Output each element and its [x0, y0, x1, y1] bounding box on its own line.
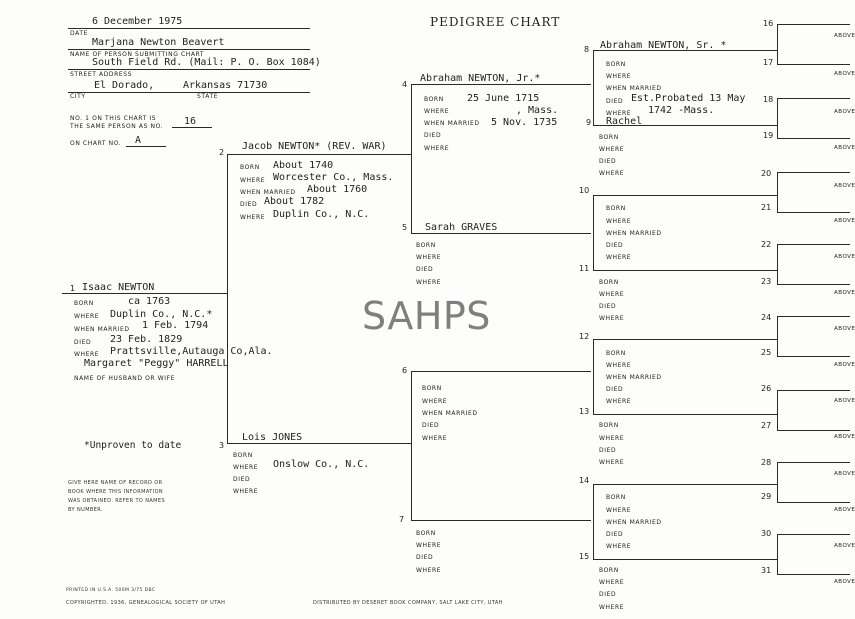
person-28-number: 28 [761, 458, 772, 467]
p10-married-label: WHEN MARRIED [606, 230, 662, 237]
p6-married-label: WHEN MARRIED [422, 410, 478, 417]
p12-married-label: WHEN MARRIED [606, 374, 662, 381]
p13-where-label: WHERE [599, 435, 625, 442]
person-5-name: Sarah GRAVES [425, 222, 498, 233]
source-note-line-4: BY NUMBER. [68, 507, 103, 513]
person-5-number: 5 [402, 223, 408, 232]
above-label-31: ABOVE [834, 579, 855, 585]
above-label-29: ABOVE [834, 507, 855, 513]
person-29-number: 29 [761, 492, 772, 501]
p5-where-label: WHERE [416, 254, 442, 261]
p10-born-label: BORN [606, 205, 626, 212]
p2-died-where: Duplin Co., N.C. [273, 209, 370, 220]
submit-date: 6 December 1975 [92, 16, 183, 27]
person-15-number: 15 [579, 552, 590, 561]
above-label-21: ABOVE [834, 218, 855, 224]
chart-title: PEDIGREE CHART [430, 15, 561, 29]
unproven-note: *Unproven to date [84, 440, 182, 451]
person-14-number: 14 [579, 476, 590, 485]
person-19-number: 19 [763, 131, 774, 140]
p9-born-label: BORN [599, 134, 619, 141]
p14-where-label: WHERE [606, 507, 632, 514]
p1-died: 23 Feb. 1829 [110, 334, 183, 345]
p2-married: About 1760 [307, 184, 368, 195]
person-2-number: 2 [219, 148, 225, 157]
person-17-number: 17 [763, 58, 774, 67]
p3-where-label: WHERE [233, 464, 259, 471]
p14-died-label: DIED [606, 531, 624, 538]
person-31-number: 31 [761, 566, 772, 575]
person-30-number: 30 [761, 529, 772, 538]
p8-married-label: WHEN MARRIED [606, 85, 662, 92]
above-label-28: ABOVE [834, 471, 855, 477]
p8-died-label: DIED [606, 98, 624, 105]
person-1-number: 1 [70, 284, 76, 293]
p12-died-label: DIED [606, 386, 624, 393]
same-person-value: 16 [184, 116, 197, 127]
p8-died-where-label: WHERE [606, 110, 632, 117]
copyright-note: COPYRIGHTED, 1936, GENEALOGICAL SOCIETY OF UTAH [66, 600, 226, 606]
p12-born-label: BORN [606, 350, 626, 357]
person-11-number: 11 [579, 264, 590, 273]
same-person-label-1: NO. 1 ON THIS CHART IS [70, 115, 157, 122]
above-label-16: ABOVE [834, 33, 855, 39]
p4-born-label: BORN [424, 96, 444, 103]
p1-died-label: DIED [74, 339, 92, 346]
p2-where-label: WHERE [240, 177, 266, 184]
person-27-number: 27 [761, 421, 772, 430]
p4-married: 5 Nov. 1735 [491, 117, 558, 128]
person-25-number: 25 [761, 348, 772, 357]
above-label-18: ABOVE [834, 109, 855, 115]
on-chart-value: A [135, 135, 142, 146]
p5-died-label: DIED [416, 266, 434, 273]
person-24-number: 24 [761, 313, 772, 322]
distributed-note: DISTRIBUTED BY DESERET BOOK COMPANY, SALT LAKE CITY, UTAH [313, 600, 503, 606]
p10-where-label: WHERE [606, 218, 632, 225]
source-note-line-2: BOOK WHERE THIS INFORMATION [68, 489, 164, 495]
spouse-label: NAME OF HUSBAND OR WIFE [74, 375, 176, 382]
source-note-line-1: GIVE HERE NAME OF RECORD OR [68, 480, 163, 486]
above-label-24: ABOVE [834, 326, 855, 332]
person-16-number: 16 [763, 19, 774, 28]
p7-died-where-label: WHERE [416, 567, 442, 574]
p8-where-label: WHERE [606, 73, 632, 80]
p8-died-where: 1742 -Mass. [648, 105, 715, 116]
p8-died: Est.Probated 13 May [631, 93, 746, 104]
p12-died-where-label: WHERE [606, 398, 632, 405]
date-label: DATE [70, 30, 89, 37]
p1-born-where: Duplin Co., N.C.* [110, 309, 213, 320]
above-label-17: ABOVE [834, 71, 855, 77]
city: El Dorado, [94, 80, 155, 91]
above-label-19: ABOVE [834, 145, 855, 151]
p2-died-label: DIED [240, 201, 258, 208]
p3-born-where: Onslow Co., N.C. [273, 459, 370, 470]
p1-died-where: Prattsville,Autauga Co,Ala. [110, 346, 273, 357]
p6-died-where-label: WHERE [422, 435, 448, 442]
p7-born-label: BORN [416, 530, 436, 537]
p14-married-label: WHEN MARRIED [606, 519, 662, 526]
p13-born-label: BORN [599, 422, 619, 429]
p3-died-label: DIED [233, 476, 251, 483]
p4-where-label: WHERE [424, 108, 450, 115]
p2-died-where-label: WHERE [240, 214, 266, 221]
same-person-label-2: THE SAME PERSON AS NO. [70, 123, 164, 130]
person-1-name: Isaac NEWTON [82, 282, 155, 293]
above-label-26: ABOVE [834, 398, 855, 404]
p1-married: 1 Feb. 1794 [142, 320, 209, 331]
person-21-number: 21 [761, 203, 772, 212]
above-label-22: ABOVE [834, 254, 855, 260]
person-9-name: Rachel [606, 116, 643, 127]
person-13-number: 13 [579, 407, 590, 416]
p2-born: About 1740 [273, 160, 334, 171]
above-label-27: ABOVE [834, 434, 855, 440]
submitter-name-label: NAME OF PERSON SUBMITTING CHART [70, 51, 205, 58]
person-20-number: 20 [761, 169, 772, 178]
p7-died-label: DIED [416, 554, 434, 561]
p13-died-where-label: WHERE [599, 459, 625, 466]
printed-note: PRINTED IN U.S.A. 500M 3/75 DBC [66, 588, 156, 593]
p6-died-label: DIED [422, 422, 440, 429]
p13-died-label: DIED [599, 447, 617, 454]
p8-born-label: BORN [606, 61, 626, 68]
p11-where-label: WHERE [599, 291, 625, 298]
person-23-number: 23 [761, 277, 772, 286]
p2-born-where: Worcester Co., Mass. [273, 172, 394, 183]
p6-born-label: BORN [422, 385, 442, 392]
person-2-name: Jacob NEWTON* (REV. WAR) [242, 141, 387, 152]
p1-spouse: Margaret "Peggy" HARRELL [84, 358, 229, 369]
p4-born: 25 June 1715 [467, 93, 540, 104]
p7-where-label: WHERE [416, 542, 442, 549]
p1-died-where-label: WHERE [74, 351, 100, 358]
person-12-number: 12 [579, 332, 590, 341]
p9-where-label: WHERE [599, 146, 625, 153]
watermark: SAHPS [362, 294, 491, 338]
p15-where-label: WHERE [599, 579, 625, 586]
p4-married-label: WHEN MARRIED [424, 120, 480, 127]
above-label-30: ABOVE [834, 543, 855, 549]
person-18-number: 18 [763, 95, 774, 104]
p11-died-label: DIED [599, 303, 617, 310]
state: Arkansas 71730 [183, 80, 268, 91]
p15-born-label: BORN [599, 567, 619, 574]
person-22-number: 22 [761, 240, 772, 249]
person-7-number: 7 [399, 515, 405, 524]
person-8-name: Abraham NEWTON, Sr. * [600, 40, 727, 51]
p3-died-where-label: WHERE [233, 488, 259, 495]
city-label: CITY [70, 93, 86, 100]
p12-where-label: WHERE [606, 362, 632, 369]
p11-died-where-label: WHERE [599, 315, 625, 322]
p10-died-label: DIED [606, 242, 624, 249]
p9-died-where-label: WHERE [599, 170, 625, 177]
p4-died-label: DIED [424, 132, 442, 139]
person-3-number: 3 [219, 441, 225, 450]
p5-born-label: BORN [416, 242, 436, 249]
state-label: STATE [197, 93, 219, 100]
above-label-20: ABOVE [834, 183, 855, 189]
p9-died-label: DIED [599, 158, 617, 165]
above-label-25: ABOVE [834, 362, 855, 368]
person-6-number: 6 [402, 366, 408, 375]
p15-died-where-label: WHERE [599, 604, 625, 611]
p2-died: About 1782 [264, 196, 325, 207]
source-note-line-3: WAS OBTAINED. REFER TO NAMES [68, 498, 166, 504]
p2-married-label: WHEN MARRIED [240, 189, 296, 196]
p1-married-label: WHEN MARRIED [74, 326, 130, 333]
above-label-23: ABOVE [834, 290, 855, 296]
p11-born-label: BORN [599, 279, 619, 286]
p3-born-label: BORN [233, 452, 253, 459]
submitter-name: Marjana Newton Beavert [92, 37, 225, 48]
person-10-number: 10 [579, 186, 590, 195]
street-address-label: STREET ADDRESS [70, 71, 133, 78]
p15-died-label: DIED [599, 591, 617, 598]
p4-died-where-label: WHERE [424, 145, 450, 152]
street-address: South Field Rd. (Mail: P. O. Box 1084) [92, 57, 321, 68]
person-8-number: 8 [584, 45, 590, 54]
p5-died-where-label: WHERE [416, 279, 442, 286]
person-26-number: 26 [761, 384, 772, 393]
p10-died-where-label: WHERE [606, 254, 632, 261]
p2-born-label: BORN [240, 164, 260, 171]
p14-born-label: BORN [606, 494, 626, 501]
p1-born: ca 1763 [128, 296, 171, 307]
person-3-name: Lois JONES [242, 432, 303, 443]
person-9-number: 9 [586, 118, 592, 127]
person-4-number: 4 [402, 80, 408, 89]
p1-where-label: WHERE [74, 313, 100, 320]
p6-where-label: WHERE [422, 398, 448, 405]
on-chart-label: ON CHART NO. [70, 140, 122, 147]
person-4-name: Abraham NEWTON, Jr.* [420, 73, 541, 84]
p4-born-where: , Mass. [516, 105, 559, 116]
p1-born-label: BORN [74, 300, 94, 307]
p14-died-where-label: WHERE [606, 543, 632, 550]
